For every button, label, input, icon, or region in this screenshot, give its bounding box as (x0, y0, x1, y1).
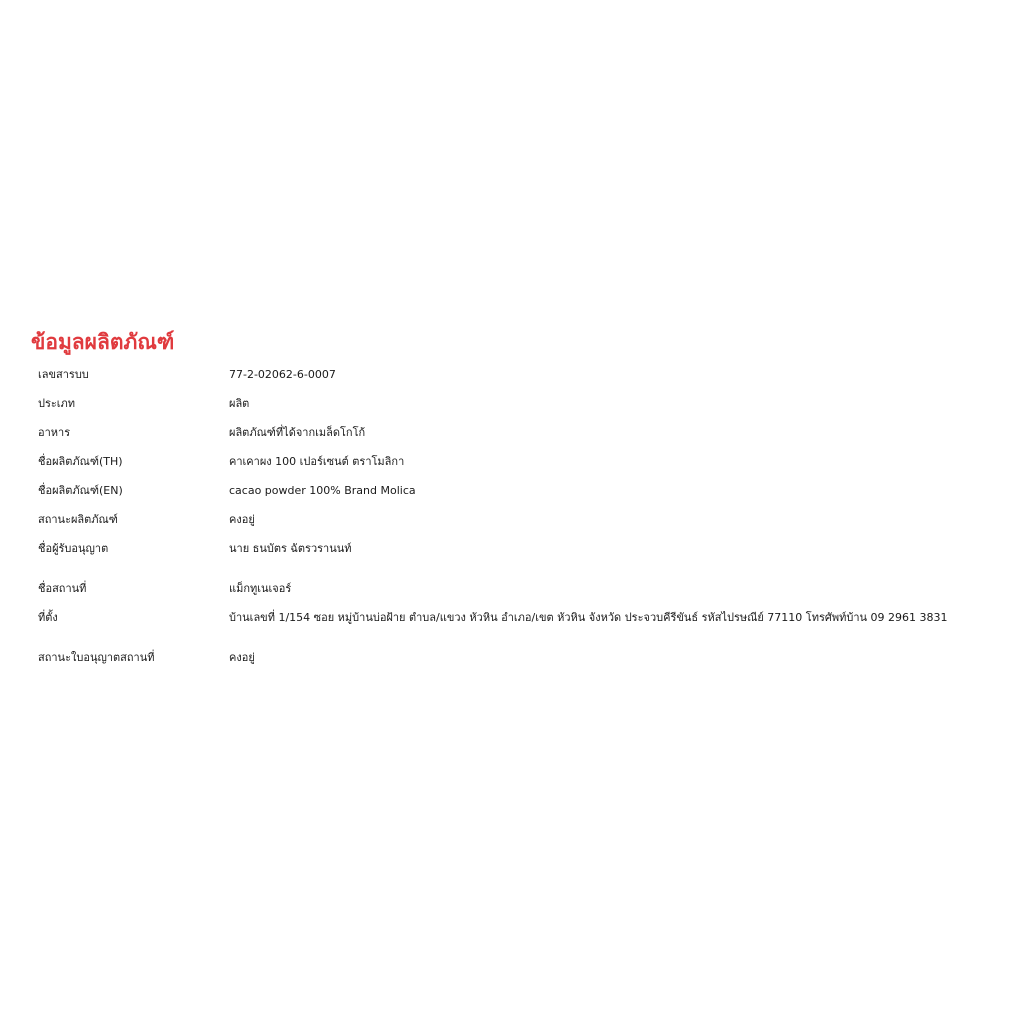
info-row-licensee-name (38, 539, 998, 559)
row-value: บ้านเลขที่ 1/154 ซอย หมู่บ้านบ่อฝ้าย ตำบล/แขวง หัวหิน อำเภอ/เขต หัวหิน จังหวัด ประจวบคีรีขันธ์ รหัสไปรษณีย์ 77110 โทรศัพท์บ้าน 09 2961 3831 (229, 611, 948, 624)
row-label: เลขสารบบ (38, 368, 89, 381)
row-label: ชื่อผลิตภัณฑ์(TH) (38, 455, 123, 468)
row-value: cacao powder 100% Brand Molica (229, 484, 416, 497)
row-label: สถานะใบอนุญาตสถานที่ (38, 651, 155, 664)
info-row-product-name-en (38, 481, 998, 501)
info-row-premises-license-status (38, 648, 998, 668)
info-row-registration-number (38, 365, 998, 385)
row-value: ผลิตภัณฑ์ที่ได้จากเมล็ดโกโก้ (229, 426, 366, 439)
info-row-food (38, 423, 998, 443)
info-row-address (38, 608, 998, 628)
info-row-product-status (38, 510, 998, 530)
row-value: นาย ธนบัตร ฉัตรวรานนท์ (229, 542, 352, 555)
row-value: คงอยู่ (229, 651, 255, 664)
row-value: 77-2-02062-6-0007 (229, 368, 336, 381)
row-label: ชื่อผลิตภัณฑ์(EN) (38, 484, 123, 497)
row-label: ชื่อผู้รับอนุญาต (38, 542, 109, 555)
row-label: ประเภท (38, 397, 76, 410)
row-value: คาเคาผง 100 เปอร์เซนต์ ตราโมลิกา (229, 455, 405, 468)
row-value: ผลิต (229, 397, 250, 410)
info-row-type (38, 394, 998, 414)
row-label: ที่ตั้ง (38, 611, 58, 624)
row-value: คงอยู่ (229, 513, 255, 526)
row-label: อาหาร (38, 426, 71, 439)
row-label: สถานะผลิตภัณฑ์ (38, 513, 118, 526)
row-value: แม็กทูเนเจอร์ (229, 582, 292, 595)
page-title: ข้อมูลผลิตภัณฑ์ (31, 330, 175, 354)
row-label: ชื่อสถานที่ (38, 582, 87, 595)
info-row-premises-name (38, 579, 998, 599)
info-row-product-name-th (38, 452, 998, 472)
